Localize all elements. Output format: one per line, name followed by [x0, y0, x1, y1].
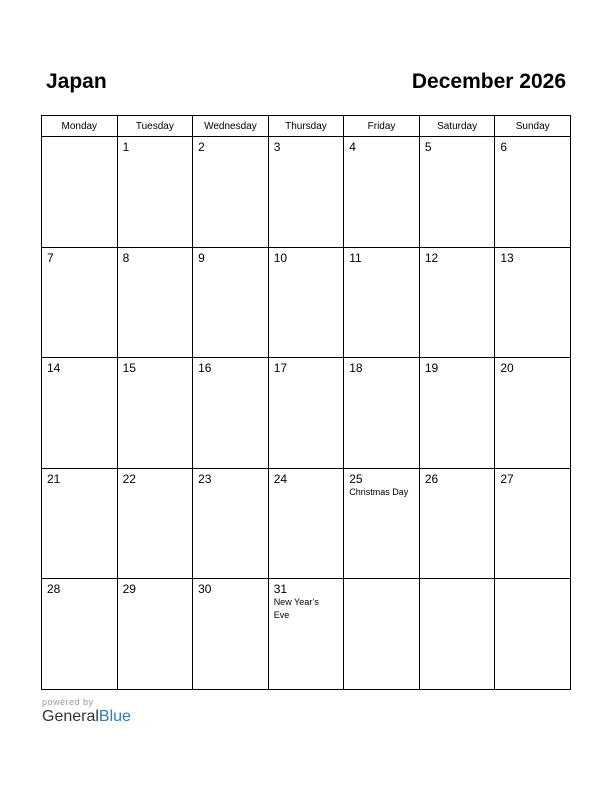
day-number: 21	[47, 471, 61, 486]
month-title: December 2026	[411, 70, 566, 93]
week-row	[42, 137, 571, 248]
weekday-header: Friday	[344, 116, 420, 137]
day-cell	[117, 247, 193, 358]
day-number: 5	[424, 140, 432, 154]
day-number: 27	[500, 471, 514, 486]
day-number: 14	[47, 361, 61, 376]
weekday-header: Wednesday	[193, 116, 269, 137]
day-cell	[268, 579, 344, 690]
day-number: 16	[198, 361, 212, 376]
day-cell	[117, 137, 193, 248]
day-cell	[495, 468, 571, 579]
day-cell	[193, 137, 269, 248]
day-cell	[495, 247, 571, 358]
day-number: 28	[47, 582, 61, 597]
day-cell	[344, 358, 420, 469]
day-cell	[268, 468, 344, 579]
day-number: 25	[349, 471, 363, 486]
day-cell	[42, 137, 118, 248]
day-number: 4	[349, 140, 356, 154]
day-number: 30	[198, 582, 212, 597]
day-number: 15	[122, 361, 136, 376]
day-cell	[193, 579, 269, 690]
day-cell	[495, 137, 571, 248]
week-row	[42, 579, 571, 690]
day-number: 7	[47, 250, 54, 265]
week-row	[42, 247, 571, 358]
day-number: 23	[198, 471, 212, 486]
holiday-label: Christmas Day	[349, 486, 409, 497]
calendar-header	[46, 70, 566, 100]
day-number: 20	[500, 361, 514, 376]
day-cell	[419, 358, 495, 469]
day-cell	[419, 247, 495, 358]
day-number: 3	[273, 140, 281, 154]
day-cell	[117, 358, 193, 469]
week-row	[42, 468, 571, 579]
day-cell	[268, 247, 344, 358]
day-cell	[344, 579, 420, 690]
day-cell	[268, 358, 344, 469]
day-cell	[193, 247, 269, 358]
holiday-label: New Year’s Eve	[273, 597, 319, 621]
day-number: 31	[273, 582, 288, 597]
weekday-header: Sunday	[495, 116, 571, 137]
day-number: 9	[198, 250, 205, 265]
day-cell	[42, 468, 118, 579]
day-number: 11	[349, 250, 362, 265]
day-number: 1	[122, 140, 130, 154]
day-number: 24	[273, 471, 288, 486]
day-cell	[193, 358, 269, 469]
day-cell	[42, 247, 118, 358]
weekday-header-row	[42, 116, 571, 137]
day-cell	[419, 468, 495, 579]
day-cell	[419, 137, 495, 248]
day-cell	[193, 468, 269, 579]
day-cell	[42, 579, 118, 690]
day-number: 26	[424, 471, 439, 486]
brand-logo	[42, 708, 131, 726]
day-number: 29	[122, 582, 136, 597]
day-number: 8	[122, 250, 130, 265]
weekday-header: Monday	[42, 116, 118, 137]
day-number: 13	[500, 250, 514, 265]
footer-branding	[42, 697, 131, 726]
country-title: Japan	[46, 70, 107, 93]
day-cell	[344, 247, 420, 358]
weekday-header: Saturday	[419, 116, 495, 137]
week-row	[42, 358, 571, 469]
day-cell	[344, 468, 420, 579]
day-cell	[117, 579, 193, 690]
day-number: 18	[349, 361, 363, 376]
day-cell	[495, 579, 571, 690]
day-cell	[42, 358, 118, 469]
day-cell	[344, 137, 420, 248]
powered-by-text: powered by	[42, 697, 94, 707]
day-cell	[495, 358, 571, 469]
day-cell	[268, 137, 344, 248]
day-cell	[419, 579, 495, 690]
weekday-header: Thursday	[268, 116, 344, 137]
brand-name-blue: Blue	[98, 708, 131, 725]
day-number: 17	[273, 361, 288, 376]
day-number: 2	[198, 140, 205, 154]
day-number: 19	[424, 361, 439, 376]
day-cell	[117, 468, 193, 579]
day-number: 6	[500, 140, 508, 154]
day-number: 10	[273, 250, 288, 265]
day-number: 12	[424, 250, 439, 265]
day-number: 22	[122, 471, 136, 486]
weekday-header: Tuesday	[117, 116, 193, 137]
brand-name-general: General	[42, 708, 99, 725]
calendar-grid	[41, 115, 571, 690]
